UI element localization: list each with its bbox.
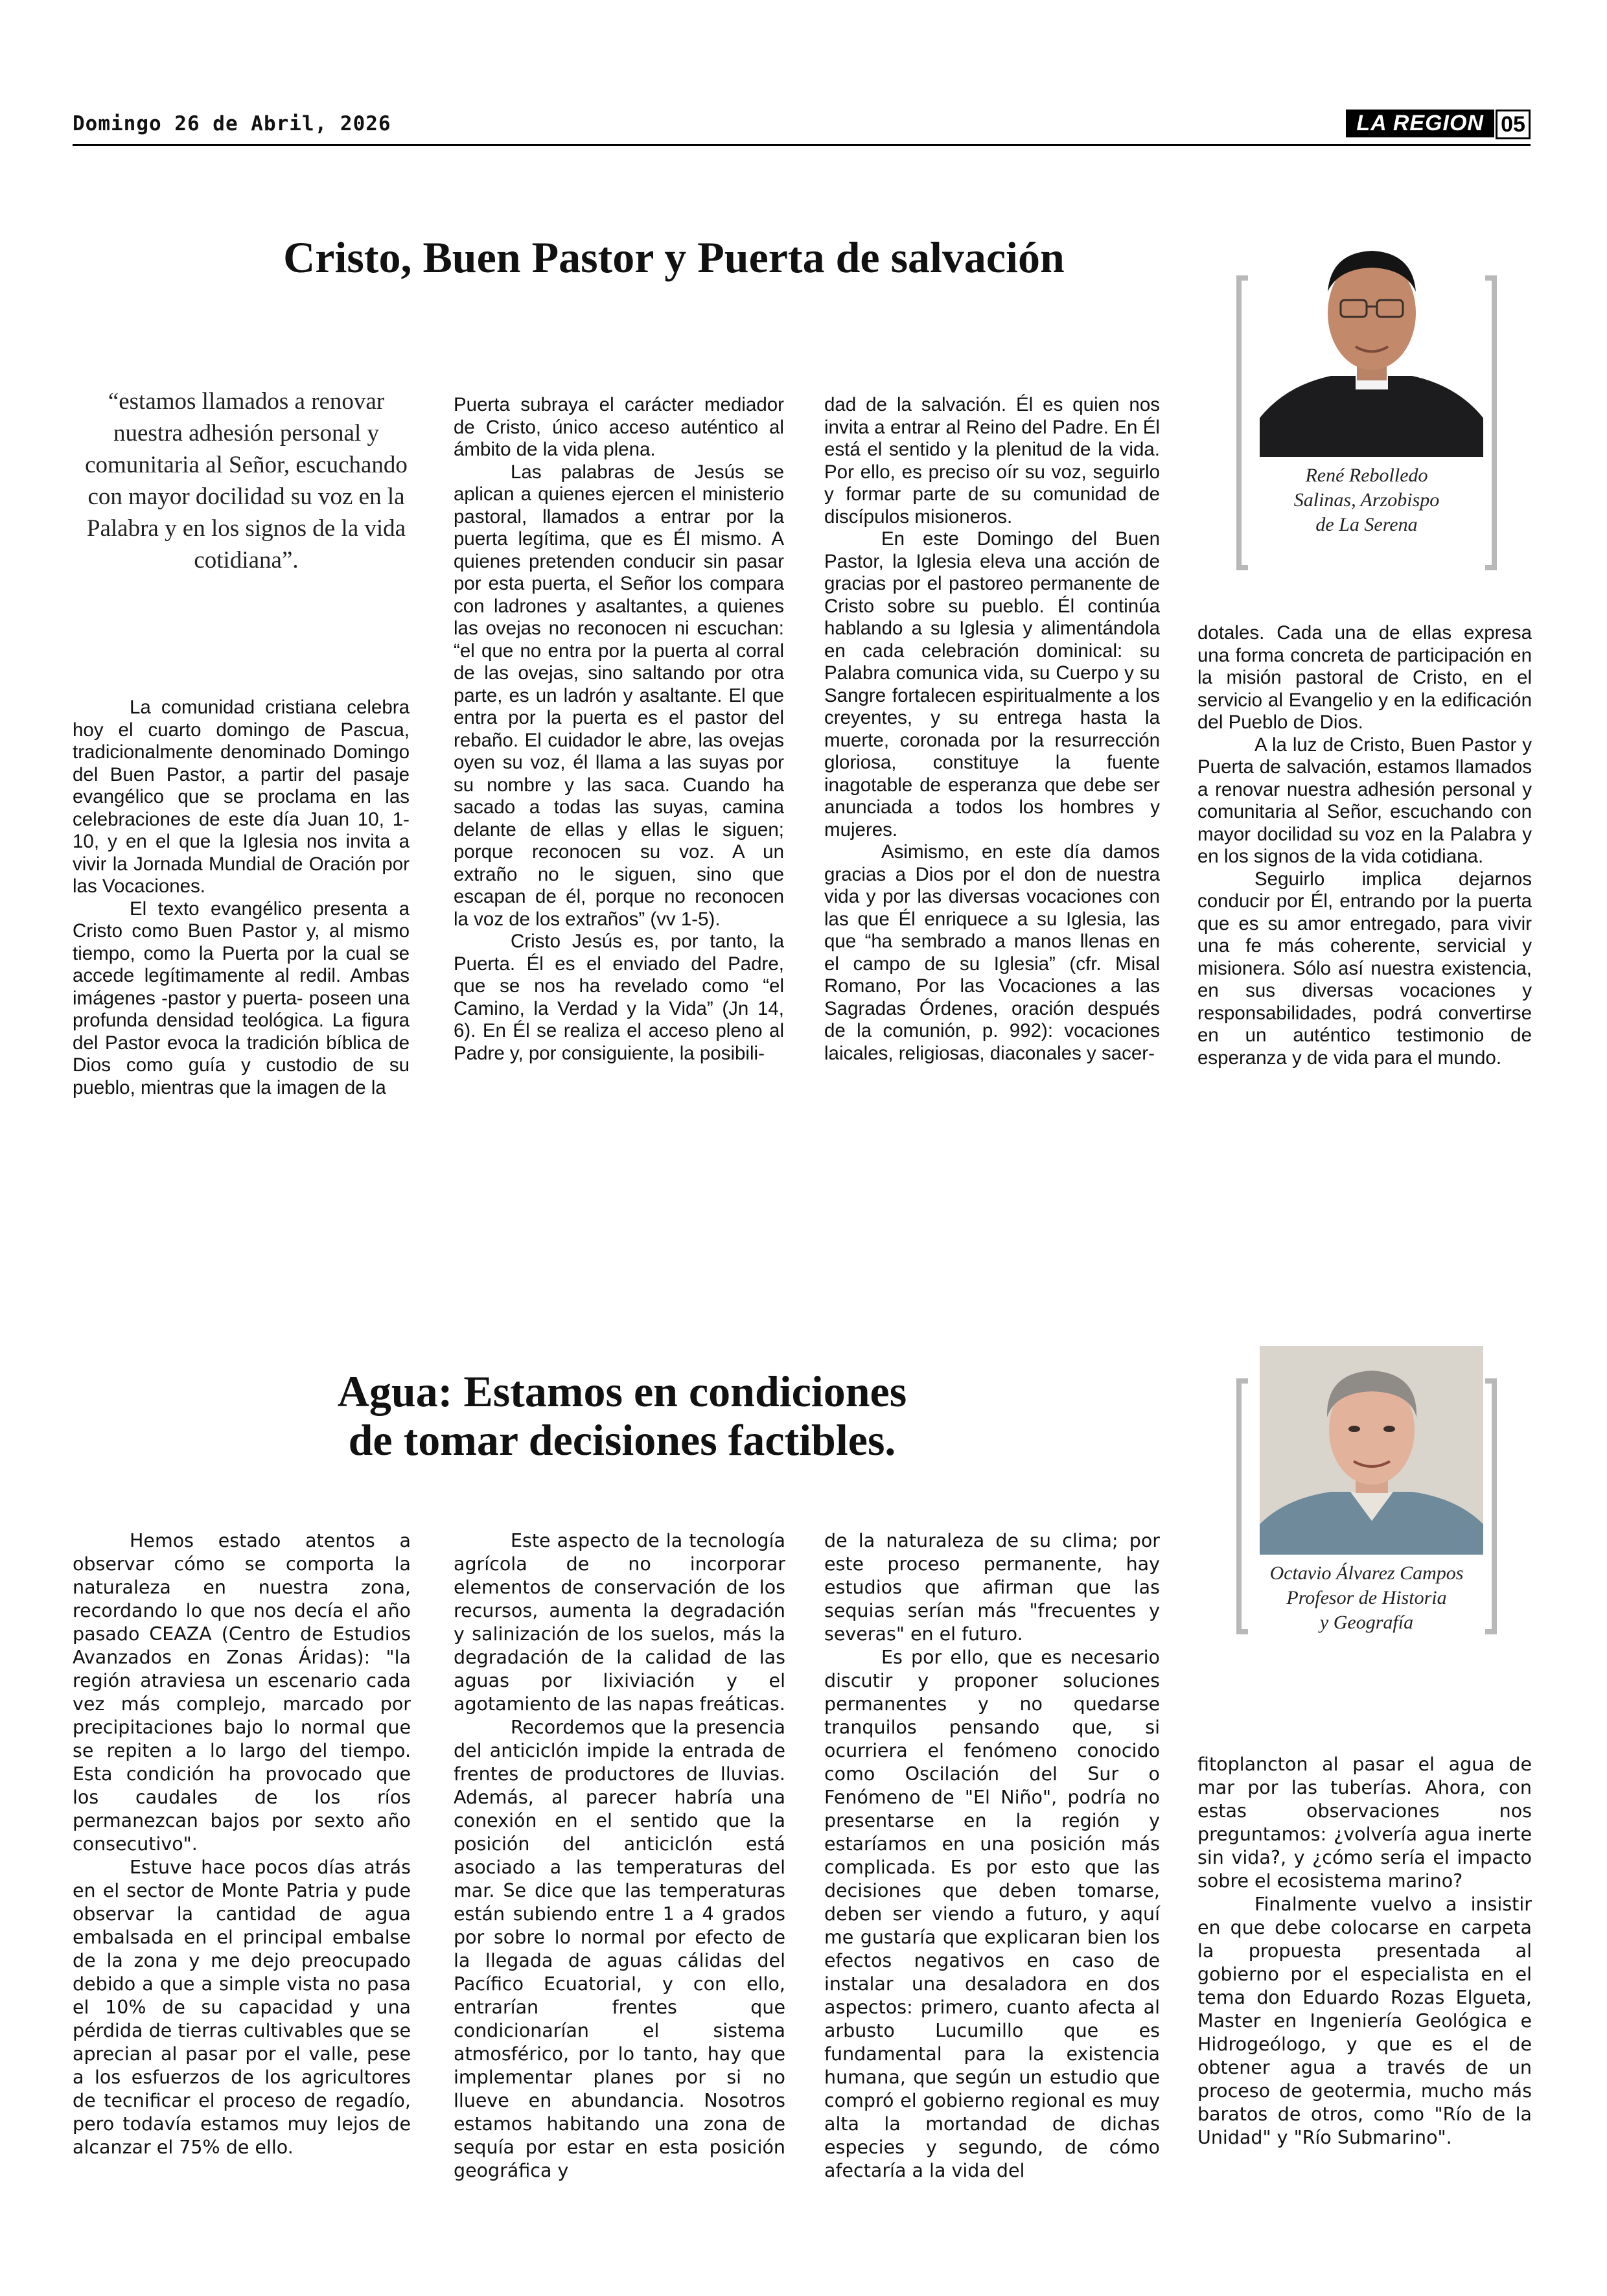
paragraph: Seguirlo implica dejarnos conducir por Él, entrando por la puerta que es su amor entregado, para vivir una fe más coherente, servicial y misionera. Sólo así nuestra existencia, en sus diversas vocaciones y responsabilidades, podrá convertirse en un auténtico testimonio de esperanza y de vida para el mundo. bbox=[1197, 868, 1532, 1069]
paragraph: En este Domingo del Buen Pastor, la Iglesia eleva una acción de gracias por el pastoreo permanente de Cristo sobre su pueblo. Él continúa hablando a su Iglesia y alimentándola en cada celebración dominical: su Palabra comunica vida, su Cuerpo y su Sangre fortalecen espiritualmente a los creyentes, y su entrega hasta la muerte, coronada por la resurrección gloriosa, constituye la fuente inagotable de esperanza que debe ser anunciada a todos los hombres y mujeres. bbox=[824, 528, 1160, 841]
article2-column-1 bbox=[73, 1529, 411, 2159]
bracket-right bbox=[1485, 1378, 1497, 1634]
title-line: de tomar decisiones factibles. bbox=[348, 1415, 896, 1465]
page-number: 05 bbox=[1496, 110, 1531, 139]
paragraph: Hemos estado atentos a observar cómo se comporta la naturaleza en nuestra zona, recordando lo que nos decía el año pasado CEAZA (Centro de Estudios Avanzados en Zonas Áridas): "la región atraviesa un escenario cada vez más complejo, marcado por precipitaciones bajo lo normal que se repiten a lo largo del tiempo. Esta condición ha provocado que los caudales de los ríos permanezcan bajos por sexto año consecutivo". bbox=[73, 1530, 411, 1855]
author-name: Octavio Álvarez Campos bbox=[1269, 1562, 1464, 1584]
article2-title bbox=[259, 1367, 985, 1465]
paragraph: Estuve hace pocos días atrás en el sector de Monte Patria y pude observar la cantidad de agua embalsada en el principal embalse de la zona y me dejo preocupado debido a que a simple vista no pasa el 10% de su capacidad y una pérdida de tierras cultivables que se aprecian al pasar por el valle, pese a los esfuerzos de los agricultores de tecnificar el proceso de regadío, pero todavía estamos muy lejos de alcanzar el 75% de ello. bbox=[73, 1857, 411, 2158]
bracket-right bbox=[1485, 275, 1497, 570]
paragraph: de la naturaleza de su clima; por este proceso permanente, hay estudios que afirman que las sequias serían más "frecuentes y severas" en el futuro. bbox=[824, 1530, 1160, 1645]
article2-column-2 bbox=[454, 1529, 785, 2183]
author-affiliation: de La Serena bbox=[1315, 514, 1418, 535]
paragraph: Asimismo, en este día damos gracias a Dios por el don de nuestra vida y por las diversas vocaciones con las que Él enriquece a su Iglesia, las que “ha sembrado a manos llenas en el campo de su Iglesia” (cfr. Misal Romano, Por las Vocaciones a las Sagradas Órdenes, oración después de la comunión, p. 992): vocaciones laicales, religiosas, diaconales y sacer- bbox=[824, 841, 1160, 1064]
bracket-left bbox=[1236, 275, 1248, 570]
author-name: René Rebolledo bbox=[1305, 465, 1428, 486]
author-title: Profesor de Historia bbox=[1286, 1587, 1447, 1608]
article1-column-3 bbox=[824, 394, 1160, 1065]
article1-column-4 bbox=[1197, 622, 1532, 1069]
author-title: Salinas, Arzobispo bbox=[1293, 489, 1440, 511]
article1-column-2 bbox=[454, 394, 784, 1065]
author-caption bbox=[1256, 1561, 1477, 1635]
header-divider bbox=[73, 144, 1531, 146]
paragraph: Este aspecto de la tecnología agrícola de no incorporar elementos de conservación de los recursos, aumenta la degradación y salinización de los suelos, más la degradación de la calidad de las aguas por lixiviación y el agotamiento de las napas freáticas. bbox=[454, 1530, 785, 1715]
paragraph: dad de la salvación. Él es quien nos invita a entrar al Reino del Padre. En Él está el sentido y la plenitud de la vida. Por ello, es preciso oír su voz, seguirlo y formar parte de su comunidad de discípulos misioneros. bbox=[824, 394, 1160, 528]
article2-column-3 bbox=[824, 1529, 1160, 2183]
author-caption bbox=[1256, 463, 1477, 537]
article2-column-4 bbox=[1197, 1753, 1532, 2150]
author-affiliation: y Geografía bbox=[1319, 1612, 1414, 1633]
header-date: Domingo 26 de Abril, 2026 bbox=[73, 112, 391, 135]
article2-author-box bbox=[1236, 1378, 1497, 1634]
newspaper-logo: LA REGION bbox=[1346, 110, 1494, 137]
article1-pull-quote: “estamos llamados a renovar nuestra adhesión personal y comunitaria al Señor, escuchando con mayor docilidad su voz en la Palabra y en los signos de la vida cotidiana”. bbox=[85, 388, 408, 574]
paragraph: El texto evangélico presenta a Cristo como Buen Pastor y, al mismo tiempo, como la Puerta por la cual se accede legítimamente al redil. Ambas imágenes -pastor y puerta- poseen una profunda densidad teológica. La figura del Pastor evoca la tradición bíblica de Dios como guía y custodio de su pueblo, mientras que la imagen de la bbox=[73, 898, 410, 1098]
paragraph: Las palabras de Jesús se aplican a quienes ejercen el ministerio pastoral, llamados a entrar por la puerta legítima, que es Él mismo. A quienes pretenden conducir sin pasar por esta puerta, el Señor los compara con ladrones y asaltantes, a quienes las ovejas no reconocen ni escuchan: “el que no entra por la puerta al corral de las ovejas, sino saltando por otra parte, es un ladrón y asaltante. El que entra por la puerta es el pastor del rebaño. El cuidador le abre, las ovejas oyen su voz, él llama a las suyas por su nombre y las saca. Cuando ha sacado a todas las suyas, camina delante de ellas y ellas le siguen; porque reconocen su voz. A un extraño no le siguen, sino que escapan de él, porque no reconocen la voz de los extraños” (vv 1-5). bbox=[454, 461, 784, 930]
page-header bbox=[73, 107, 1531, 146]
paragraph: La comunidad cristiana celebra hoy el cuarto domingo de Pascua, tradicionalmente denominado Domingo del Buen Pastor, a partir del pasaje evangélico que se proclama en las celebraciones de este día Juan 10, 1-10, y en el que la Iglesia nos invita a vivir la Jornada Mundial de Oración por las Vocaciones. bbox=[73, 697, 410, 897]
article1-column-1 bbox=[73, 697, 410, 1099]
paragraph: Es por ello, que es necesario discutir y proponer soluciones permanentes y no quedarse tranquilos pensando que, si ocurriera el fenómeno conocido como Oscilación del Sur o Fenómeno de "El Niño", podría no presentarse en la región y estaríamos en una posición más complicada. Es por esto que las decisiones que deben tomarse, deben ser viendo a futuro, y aquí me gustaría que explicaran bien los efectos negativos en caso de instalar una desaladora en dos aspectos: primero, cuanto afecta al arbusto Lucumillo que es fundamental para la existencia humana, que según un estudio que compró el gobierno regional es muy alta la mortandad de dichas especies y segundo, de cómo afectaría a la vida del bbox=[824, 1647, 1160, 2181]
paragraph: Recordemos que la presencia del anticiclón impide la entrada de frentes de productores de lluvias. Además, al parecer habría una conexión en el sentido que la posición del anticiclón está asociado a las temperaturas del mar. Se dice que las temperaturas están subiendo entre 1 a 4 grados por sobre lo normal por efecto de la llegada de aguas cálidas del Pacífico Ecuatorial, y con ello, entrarían frentes que condicionarían el sistema atmosférico, por lo tanto, hay que implementar planes por si no llueve en abundancia. Nosotros estamos habitando una zona de sequía por estar en esta posición geográfica y bbox=[454, 1717, 785, 2181]
bracket-left bbox=[1236, 1378, 1248, 1634]
paragraph: Cristo Jesús es, por tanto, la Puerta. Él es el enviado del Padre, que se nos ha revelado como “el Camino, la Verdad y la Vida” (Jn 14, 6). En Él se realiza el acceso pleno al Padre y, por consiguiente, la posibili- bbox=[454, 931, 784, 1064]
paragraph: dotales. Cada una de ellas expresa una forma concreta de participación en la misión pastoral de Cristo, en el servicio al Evangelio y en la edificación del Pueblo de Dios. bbox=[1197, 622, 1532, 733]
author-photo bbox=[1260, 1346, 1483, 1555]
paragraph: Puerta subraya el carácter mediador de Cristo, único acceso auténtico al ámbito de la vida plena. bbox=[454, 394, 784, 460]
paragraph: Finalmente vuelvo a insistir en que debe colocarse en carpeta la propuesta presentada al gobierno por el especialista en el tema don Eduardo Rozas Elgueta, Master en Ingeniería Geológica e Hidrogeólogo, y que es el de obtener agua a través de un proceso de geotermia, mucho más baratos de otros, como "Río de la Unidad" y "Río Submarino". bbox=[1197, 1894, 1532, 2148]
author-photo bbox=[1260, 224, 1483, 457]
paragraph: A la luz de Cristo, Buen Pastor y Puerta de salvación, estamos llamados a renovar nuestra adhesión personal y comunitaria al Señor, escuchando con mayor docilidad su voz en la Palabra y en los signos de la vida cotidiana. bbox=[1197, 734, 1532, 867]
article1-title: Cristo, Buen Pastor y Puerta de salvación bbox=[283, 233, 1065, 282]
title-line: Agua: Estamos en condiciones bbox=[337, 1367, 907, 1416]
article1-author-box bbox=[1236, 275, 1497, 570]
paragraph: fitoplancton al pasar el agua de mar por las tuberías. Ahora, con estas observaciones nos preguntamos: ¿volvería agua inerte sin vida?, y ¿cómo sería el impacto sobre el ecosistema marino? bbox=[1197, 1754, 1532, 1892]
